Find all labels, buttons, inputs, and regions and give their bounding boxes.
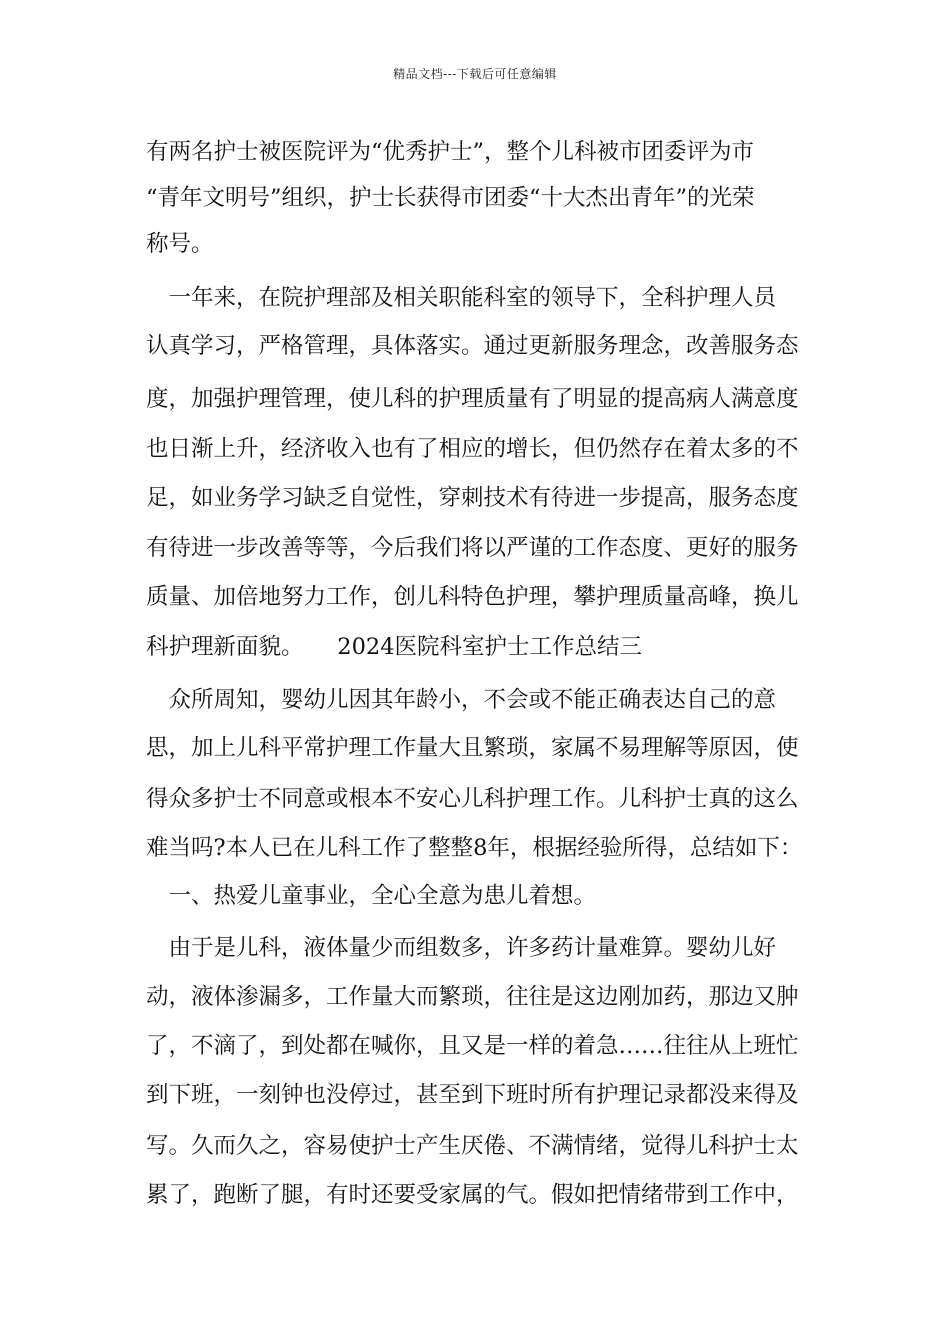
page-header: 精品文档---下载后可任意编辑 <box>393 67 557 81</box>
text-line: 累了，跑断了腿，有时还要受家属的气。假如把情绪带到工作中， <box>146 1182 799 1208</box>
text-line: 质量、加倍地努力工作，创儿科特色护理，攀护理质量高峰，换儿 <box>146 584 799 610</box>
text-line: 科护理新面貌。 2024医院科室护士工作总结三 <box>146 634 643 660</box>
text-line: 众所周知，婴幼儿因其年龄小，不会或不能正确表达自己的意 <box>146 687 777 713</box>
text-line: 称号。 <box>146 231 214 257</box>
text-line: 由于是儿科，液体量少而组数多，许多药计量难算。婴幼儿好 <box>146 935 777 961</box>
text-line: 写。久而久之，容易使护士产生厌倦、不满情绪，觉得儿科护士太 <box>146 1133 799 1159</box>
text-line: 了，不滴了，到处都在喊你，且又是一样的着急……往往从上班忙 <box>146 1033 799 1059</box>
text-line: 一、热爱儿童事业，全心全意为患儿着想。 <box>146 883 597 909</box>
text-line: 有两名护士被医院评为“优秀护士”，整个儿科被市团委评为市 <box>146 139 755 165</box>
text-line: 得众多护士不同意或根本不安心儿科护理工作。儿科护士真的这么 <box>146 786 799 812</box>
text-line: 思，加上儿科平常护理工作量大且繁琐，家属不易理解等原因，使 <box>146 735 799 761</box>
text-line: 到下班，一刻钟也没停过，甚至到下班时所有护理记录都没来得及 <box>146 1082 799 1108</box>
text-line: “青年文明号”组织，护士长获得市团委“十大杰出青年”的光荣 <box>146 185 755 211</box>
text-line: 足，如业务学习缺乏自觉性，穿刺技术有待进一步提高，服务态度 <box>146 485 799 511</box>
text-line: 动，液体渗漏多，工作量大而繁琐，往往是这边刚加药，那边又肿 <box>146 984 799 1010</box>
text-line: 认真学习，严格管理，具体落实。通过更新服务理念，改善服务态 <box>146 333 799 359</box>
text-line: 也日渐上升，经济收入也有了相应的增长，但仍然存在着太多的不 <box>146 436 799 462</box>
text-line: 度，加强护理管理，使儿科的护理质量有了明显的提高病人满意度 <box>146 386 799 412</box>
text-line: 一年来，在院护理部及相关职能科室的领导下，全科护理人员 <box>146 285 777 311</box>
text-line: 难当吗?本人已在儿科工作了整整8年，根据经验所得，总结如下： <box>146 835 803 861</box>
text-line: 有待进一步改善等等，今后我们将以严谨的工作态度、更好的服务 <box>146 535 799 561</box>
